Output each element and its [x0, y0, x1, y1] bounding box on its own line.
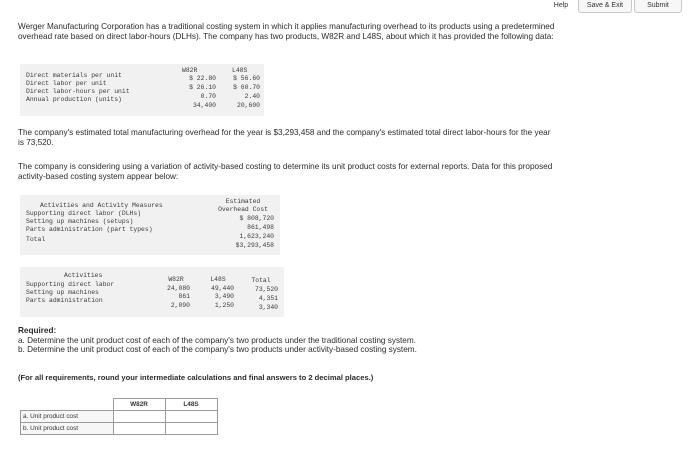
t1-value: 34,400	[192, 102, 216, 109]
t1-value: 2.40	[244, 93, 260, 100]
answer-label: Unit product cost	[30, 425, 79, 432]
t3-header-l48s: L48S	[210, 276, 226, 283]
t3-value: 2,090	[170, 302, 190, 309]
t1-value: $ 22.80	[189, 75, 216, 82]
answer-input-a-l48s[interactable]	[165, 411, 217, 423]
answer-table	[20, 398, 218, 435]
t2-row-label: Parts administration (part types)	[26, 226, 153, 233]
t3-value: 49,440	[210, 285, 234, 292]
answer-label: Unit product cost	[30, 413, 79, 420]
answer-label-b	[21, 423, 114, 435]
answer-input-a-w82r[interactable]	[113, 411, 165, 423]
answer-prefix: b.	[23, 425, 29, 432]
t3-value: 3,340	[258, 304, 278, 311]
t1-value: 20,600	[236, 102, 260, 109]
t1-row-label: Annual production (units)	[26, 96, 122, 103]
t2-row-label: Supporting direct labor (DLHs)	[26, 210, 142, 217]
required-heading: Required:	[18, 326, 57, 335]
top-toolbar	[0, 0, 700, 13]
t2-header-right-1: Estimated	[225, 198, 261, 205]
intro-text: Werger Manufacturing Corporation has a traditional costing system in which it applies manufacturing overhead to its products using a predetermined overhead rate based on direct labor-hours (DLHs). The company has two products, W82R and L48S, about which it has provided the following data:	[18, 22, 555, 41]
t2-header-left: Activities and Activity Measures	[40, 202, 163, 209]
t2-row-label: Setting up machines (setups)	[26, 218, 134, 225]
t2-value: $ 808,720	[239, 215, 274, 222]
t2-value: 861,498	[247, 224, 274, 231]
t1-value: $ 26.10	[189, 84, 216, 91]
t3-value: 24,080	[166, 285, 190, 292]
answer-label-a	[21, 411, 114, 423]
t3-header-total: Total	[251, 277, 271, 284]
answer-header-w82r: W82R	[113, 399, 165, 411]
answer-row-b	[21, 423, 218, 435]
help-button[interactable]: Help	[553, 2, 569, 9]
t3-value: 1,250	[214, 302, 234, 309]
t1-row-label: Direct materials per unit	[26, 72, 122, 79]
t1-value: $ 60.70	[233, 84, 260, 91]
submit-button[interactable]: Submit	[634, 0, 682, 13]
t1-row-label: Direct labor-hours per unit	[26, 88, 130, 95]
requirement-b: b. Determine the unit product cost of each of the company's two products under activity-based costing system.	[18, 345, 417, 354]
t3-value: 73,520	[254, 286, 278, 293]
answer-input-b-w82r[interactable]	[113, 423, 165, 435]
t1-row-label: Direct labor per unit	[26, 80, 107, 87]
t3-header-w82r: W82R	[168, 276, 184, 283]
answer-prefix: a.	[23, 413, 29, 420]
save-exit-button[interactable]: Save & Exit	[578, 0, 632, 13]
answer-row-a	[21, 411, 218, 423]
t1-value: $ 56.60	[233, 75, 260, 82]
abc-paragraph: The company is considering using a variation of activity-based costing to determine its unit product costs for external reports. Data for this proposed activity-based costing system appear below:	[18, 162, 553, 181]
answer-header-l48s: L48S	[165, 399, 217, 411]
rounding-note: (For all requirements, round your intermediate calculations and final answers to 2 decimal places.)	[18, 373, 374, 382]
t3-value: 4,351	[258, 295, 278, 302]
t3-row-label: Parts administration	[26, 297, 103, 304]
t3-row-label: Setting up machines	[26, 289, 99, 296]
answer-input-b-l48s[interactable]	[165, 423, 217, 435]
t2-row-label: Total	[26, 236, 46, 243]
t3-header-activities: Activities	[64, 272, 103, 279]
overhead-paragraph: The company's estimated total manufacturing overhead for the year is $3,293,458 and the company's estimated total direct labor-hours for the year is 73,520.	[18, 128, 551, 147]
t2-header-right-2: Overhead Cost	[218, 206, 268, 213]
answer-corner	[21, 399, 114, 411]
t3-value: 861	[178, 293, 190, 300]
requirement-a: a. Determine the unit product cost of each of the company's two products under the traditional costing system.	[18, 336, 416, 345]
t2-value: 1,623,240	[239, 233, 274, 240]
t1-col-w82r: W82R	[182, 67, 198, 74]
t3-row-label: Supporting direct labor	[26, 281, 115, 288]
t1-col-l48s: L48S	[232, 67, 248, 74]
t1-value: 0.70	[200, 93, 216, 100]
t3-value: 3,490	[214, 293, 234, 300]
t2-value: $3,293,458	[235, 242, 274, 249]
